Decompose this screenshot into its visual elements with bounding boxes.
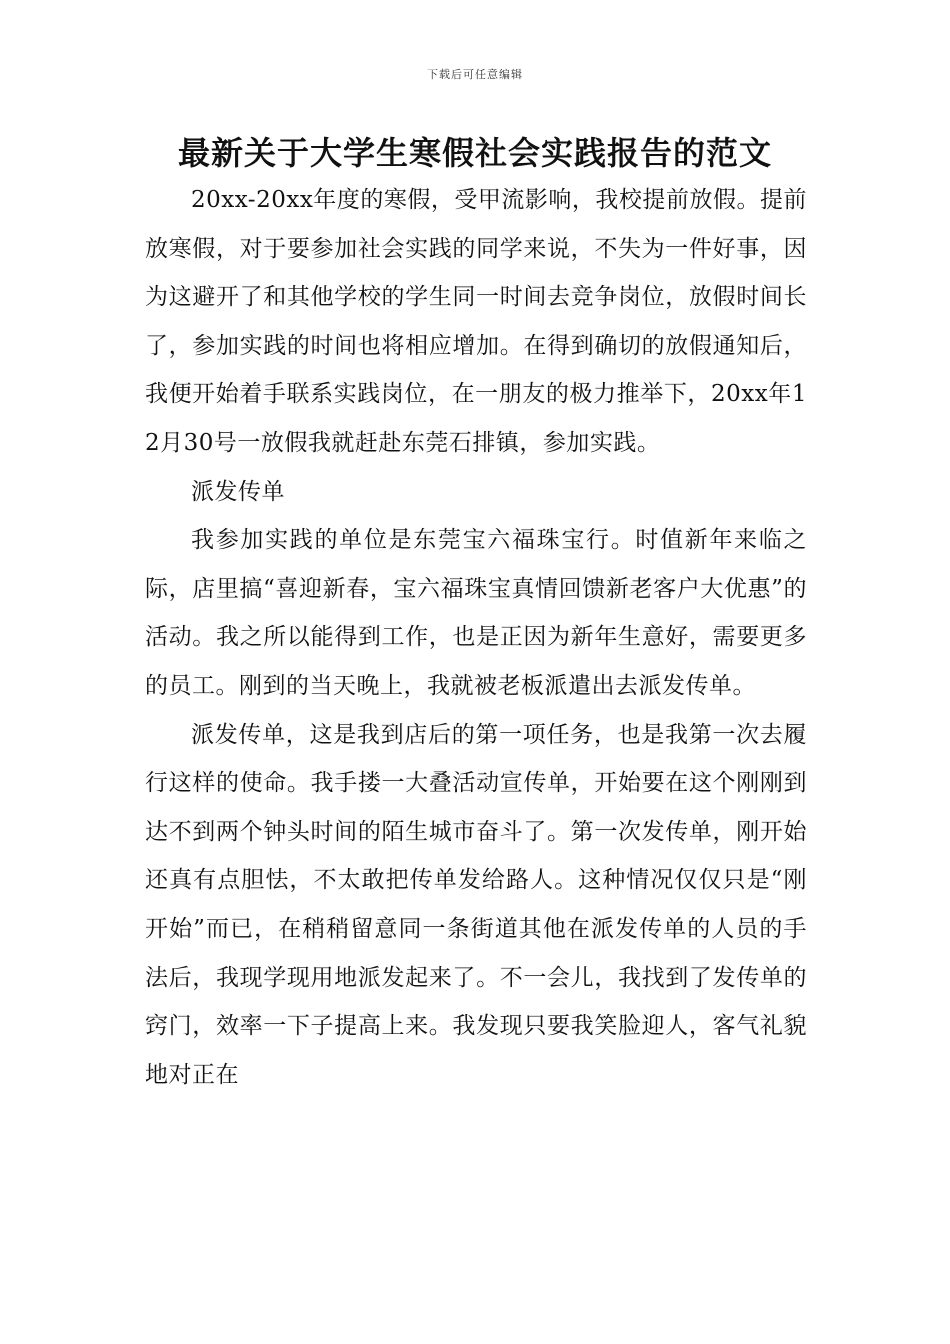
paragraph-workplace: 我参加实践的单位是东莞宝六福珠宝行。时值新年来临之际，店里搞“喜迎新春，宝六福珠宝真情回馈新老客户大优惠”的活动。我之所以能得到工作，也是正因为新年生意好，需要更多的员工。刚到的当天晚上，我就被老板派遣出去派发传单。 [145,527,807,699]
paragraph-intro: 20xx-20xx年度的寒假，受甲流影响，我校提前放假。提前放寒假，对于要参加社会实践的同学来说，不失为一件好事，因为这避开了和其他学校的学生同一时间去竞争岗位，放假时间长了，参加实践的时间也将相应增加。在得到确切的放假通知后，我便开始着手联系实践岗位，在一朋友的极力推举下，20xx年12月30号一放假我就赶赴东莞石排镇，参加实践。 [145,187,807,456]
header-note: 下载后可任意编辑 [427,68,523,81]
document-body [145,176,807,1099]
paragraph-flyer-task: 派发传单，这是我到店后的第一项任务，也是我第一次去履行这样的使命。我手搂一大叠活动宣传单，开始要在这个刚刚到达不到两个钟头时间的陌生城市奋斗了。第一次发传单，刚开始还真有点胆怯，不太敢把传单发给路人。这种情况仅仅只是“刚开始”而已，在稍稍留意同一条街道其他在派发传单的人员的手法后，我现学现用地派发起来了。不一会儿，我找到了发传单的窍门，效率一下子提高上来。我发现只要我笑脸迎人，客气礼貌地对正在 [145,721,807,1088]
document-title: 最新关于大学生寒假社会实践报告的范文 [177,134,772,172]
section-heading-flyers: 派发传单 [191,478,285,505]
